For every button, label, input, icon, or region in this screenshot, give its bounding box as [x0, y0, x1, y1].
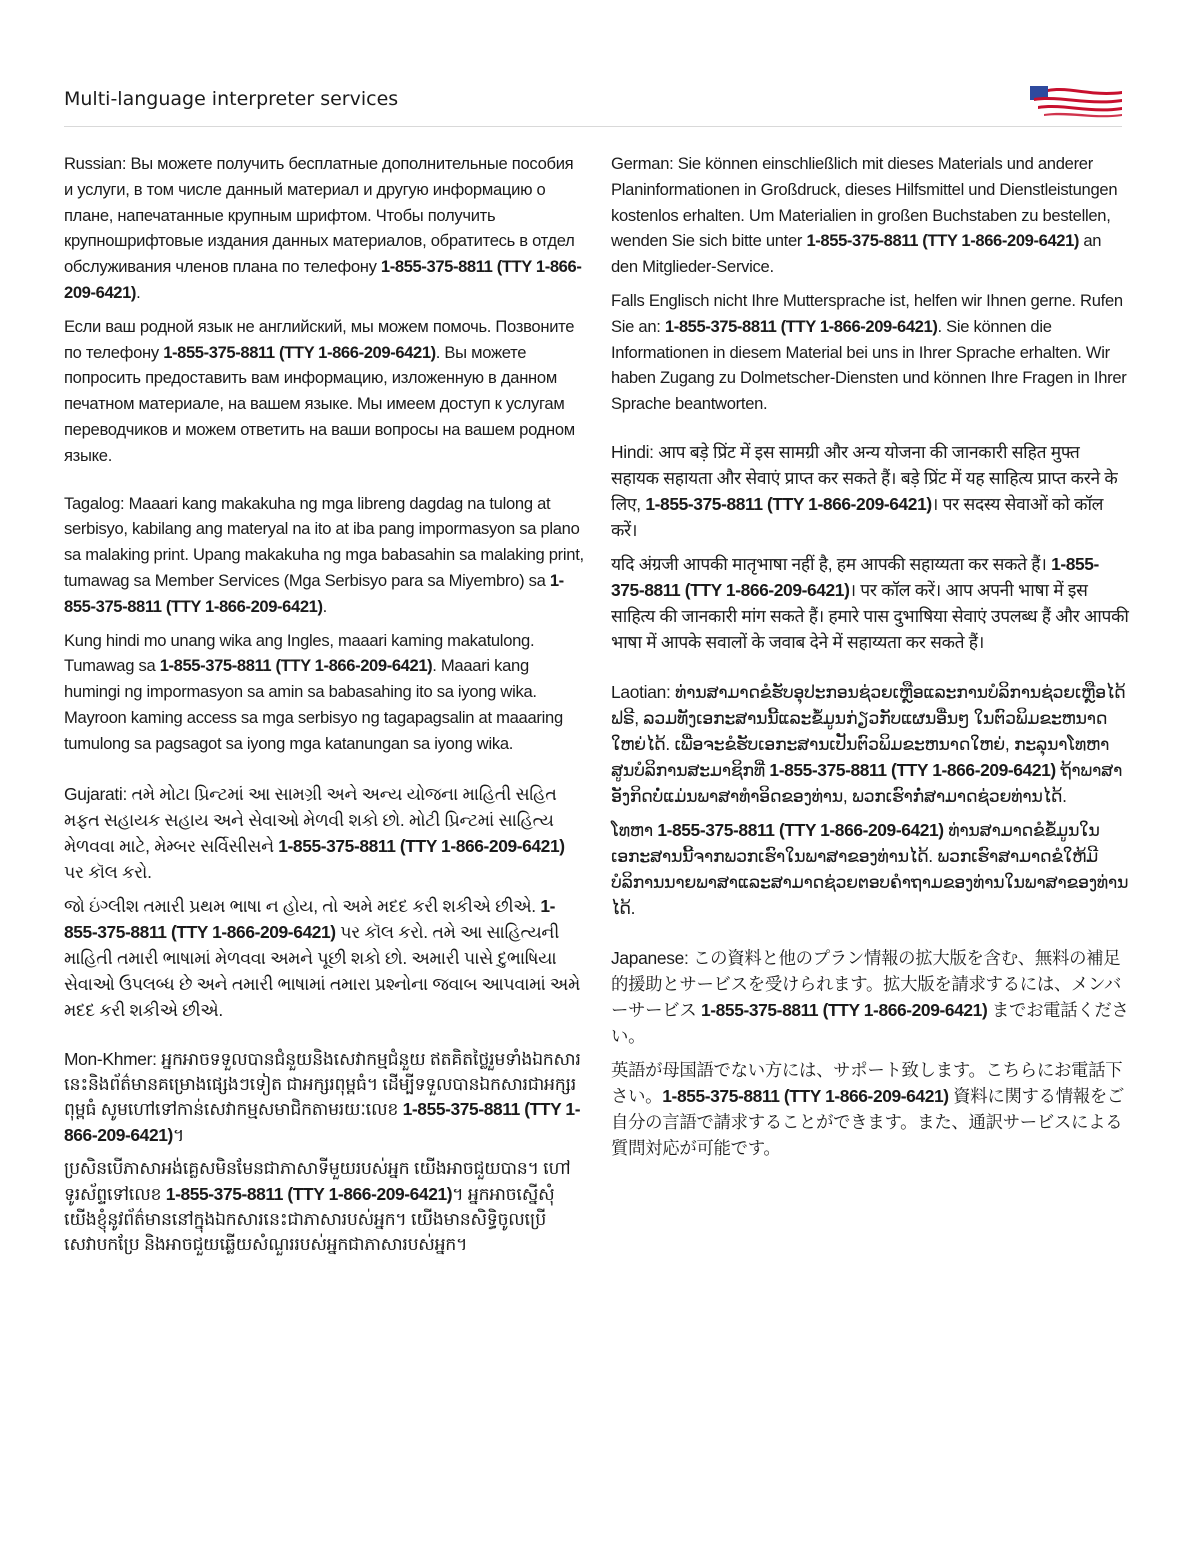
page-title: Multi-language interpreter services — [64, 88, 399, 110]
gujarati-section — [64, 781, 584, 1023]
phone-number: 1-855-375-8811 (TTY 1-866-209-6421) — [64, 1099, 581, 1145]
phone-number: 1-855-375-8811 (TTY 1-866-209-6421) — [806, 231, 1080, 251]
phone-number: 1-855-375-8811 (TTY 1-866-209-6421) — [165, 1183, 453, 1204]
right-column — [611, 151, 1131, 1185]
phone-number: 1-855-375-8811 (TTY 1-866-209-6421) — [64, 895, 556, 942]
japanese-section — [611, 945, 1131, 1161]
gujarati-paragraph-1: Gujarati: તમે મોટા પ્રિન્ટમાં આ સામગ્રી અને અન્ય યોજના માહિતી સહિત મફત સહાયક સહાય અને સેવાઓ મેળવી શકો છો. મોટી પ્રિન્ટમાં સાહિત્ય મેળવવા માટે, મેમ્બર સર્વિસીસને 1-855-375-8811 (TTY 1-866-209-6421) પર કૉલ કરો. — [64, 783, 565, 882]
phone-number: 1-855-375-8811 (TTY 1-866-209-6421) — [64, 257, 582, 302]
japanese-paragraph-2: 英語が母国語でない方には、サポート致します。こちらにお電話下さい。1-855-375-8811 (TTY 1-866-209-6421) 資料に関する情報をご自分の言語で請求することができます。また、通訳サービスによる質問対応が可能です。 — [611, 1059, 1125, 1158]
russian-paragraph-1: Russian: Вы можете получить бесплатные дополнительные пособия и услуги, в том числе данный материал и другую информацию о плане, напечатанные крупным шрифтом. Чтобы получить крупношрифтовые издания данных материалов, обратитесь в отдел обслуживания членов плана по телефону 1-855-375-8811 (TTY 1-866-209-6421). — [64, 154, 582, 302]
us-flag-stripes-logo-icon — [1030, 86, 1122, 118]
hindi-paragraph-2: यदि अंग्रजी आपकी मातृभाषा नहीं है, हम आपकी सहाय्यता कर सकते हैं। 1-855-375-8811 (TTY 1-866-209-6421)। पर कॉल करें। आप अपनी भाषा में इस साहित्य की जानकारी मांग सकते हैं। हमारे पास दुभाषिया सेवाएं उपलब्ध हैं और आपकी भाषा में आपके सवालों के जवाब देने में सहाय्यता कर सकते हैं। — [611, 553, 1129, 652]
mon-khmer-section — [64, 1047, 584, 1258]
phone-number: 1-855-375-8811 (TTY 1-866-209-6421) — [64, 570, 564, 616]
phone-number: 1-855-375-8811 (TTY 1-866-209-6421) — [163, 342, 436, 362]
phone-number: 1-855-375-8811 (TTY 1-866-209-6421) — [611, 553, 1099, 600]
german-section — [611, 151, 1131, 417]
russian-section — [64, 151, 584, 469]
hindi-section — [611, 439, 1131, 655]
laotian-section — [611, 679, 1131, 921]
phone-number: 1-855-375-8811 (TTY 1-866-209-6421) — [645, 493, 932, 514]
phone-number: 1-855-375-8811 (TTY 1-866-209-6421) — [657, 819, 944, 840]
german-paragraph-1: German: Sie können einschließlich mit dieses Materials und anderer Planinformationen in Großdruck, dieses Hilfsmittel und Dienstleistungen kostenlos erhalten. Um Materialien in großen Buchstaben zu bestellen, wenden Sie sich bitte unter 1-855-375-8811 (TTY 1-866-209-6421) an den Mitglieder-Service. — [611, 154, 1118, 277]
hindi-paragraph-1: Hindi: आप बड़े प्रिंट में इस सामग्री और अन्य योजना की जानकारी सहित मुफ्त सहायक सहायता और सेवाएं प्राप्त कर सकते हैं। बड़े प्रिंट में यह साहित्य प्राप्त करने के लिए, 1-855-375-8811 (TTY 1-866-209-6421)। पर सदस्य सेवाओं को कॉल करें। — [611, 441, 1118, 540]
left-column — [64, 151, 584, 1282]
russian-paragraph-2: Если ваш родной язык не английский, мы можем помочь. Позвоните по телефону 1-855-375-8811 (TTY 1-866-209-6421). Вы можете попросить предоставить вам информацию, изложенную в данном печатном материале, на вашем языке. Мы имеем доступ к услугам переводчиков и можем ответить на ваши вопросы на вашем родном языке. — [64, 316, 575, 465]
mon-khmer-paragraph-1: Mon-Khmer: អ្នកអាចទទួលបានជំនួយនិងសេវាកម្មជំនួយ ឥតគិតថ្លៃរួមទាំងឯកសារនេះនិងព័ត៌មានគម្រោងផ្សេងៗទៀត ជាអក្សរពុម្ពធំ។ ដើម្បីទទួលបានឯកសារជាអក្សរពុម្ពធំ សូមហៅទៅកាន់សេវាកម្មសមាជិកតាមរយៈលេខ 1-855-375-8811 (TTY 1-866-209-6421)។ — [64, 1048, 581, 1145]
japanese-paragraph-1: Japanese: この資料と他のプラン情報の拡大版を含む、無料の補足的援助とサービスを受けられます。拡大版を請求するには、メンバーサービス 1-855-375-8811 (TTY 1-866-209-6421) までお電話ください。 — [611, 947, 1129, 1046]
tagalog-section — [64, 491, 584, 757]
phone-number: 1-855-375-8811 (TTY 1-866-209-6421) — [662, 1085, 949, 1106]
phone-number: 1-855-375-8811 (TTY 1-866-209-6421) — [701, 999, 988, 1020]
phone-number: 1-855-375-8811 (TTY 1-866-209-6421) — [664, 316, 938, 336]
gujarati-paragraph-2: જો ઇંગ્લીશ તમારી પ્રથમ ભાષા ન હોય, તો અમે મદદ કરી શકીએ છીએ. 1-855-375-8811 (TTY 1-866-209-6421) પર કૉલ કરો. તમે આ સાહિત્યની માહિતી તમારી ભાષામાં મેળવવા અમને પૂછી શકો છો. અમારી પાસે દુભાષિયા સેવાઓ ઉપલબ્ધ છે અને તમારી ભાષામાં તમારા પ્રશ્નોના જવાબ આપવામાં અમે મદદ કરી શકીએ છીએ. — [64, 895, 580, 1020]
page-header — [64, 86, 1122, 127]
laotian-paragraph-1: Laotian: ທ່ານສາມາດຂໍຮັບອຸປະກອນຊ່ວຍເຫຼືອແລະການບໍລິການຊ່ວຍເຫຼືອໄດ້ຟຣີ, ລວມທັງເອກະສານນີ້ແລະຂໍ້ມູນກ່ຽວກັບແຜນອື່ນໆ ໃນຕົວພິມຂະຫນາດໃຫຍ່ໄດ້. ເພື່ອຈະຂໍຮັບເອກະສານເປັນຕົວພິມຂະຫນາດໃຫຍ່, ກະລຸນາໂທຫາສູນບໍລິການສະມາຊິກທີ່ 1-855-375-8811 (TTY 1-866-209-6421) ຖ້າພາສາອັງກິດບໍ່ແມ່ນພາສາທໍາອິດຂອງທ່ານ, ພວກເຮົາກໍ່ສາມາດຊ່ວຍທ່ານໄດ້. — [611, 681, 1126, 806]
phone-number: 1-855-375-8811 (TTY 1-866-209-6421) — [159, 656, 433, 676]
laotian-paragraph-2: ໂທຫາ 1-855-375-8811 (TTY 1-866-209-6421) ທ່ານສາມາດຂໍຂໍ້ມູນໃນເອກະສານນີ້ຈາກພວກເຮົາໃນພາສາຂອງທ່ານໄດ້. ພວກເຮົາສາມາດຂໍໃຫ້ມີບໍລິການນາຍພາສາແລະສາມາດຊ່ວຍຕອບຄໍາຖາມຂອງທ່ານໃນພາສາຂອງທ່ານໄດ້. — [611, 819, 1129, 918]
phone-number: 1-855-375-8811 (TTY 1-866-209-6421) — [769, 759, 1056, 780]
tagalog-paragraph-1: Tagalog: Maaari kang makakuha ng mga libreng dagdag na tulong at serbisyo, kabilang ang materyal na ito at iba pang impormasyon sa plano sa malaking print. Upang makakuha ng mga babasahin sa malaking print, tumawag sa Member Services (Mga Serbisyo para sa Miyembro) sa 1-855-375-8811 (TTY 1-866-209-6421). — [64, 493, 584, 616]
mon-khmer-paragraph-2: ប្រសិនបើភាសាអង់គ្លេសមិនមែនជាភាសាទីមួយរបស់អ្នក យើងអាចជួយបាន។ ហៅទូរស័ព្ទទៅលេខ 1-855-375-8811 (TTY 1-866-209-6421)។ អ្នកអាចស្នើសុំយើងខ្ញុំនូវព័ត៌មាននៅក្នុងឯកសារនេះជាភាសារបស់អ្នក។ យើងមានសិទ្ធិចូលប្រើសេវាបកប្រែ និងអាចជួយឆ្លើយសំណួររបស់អ្នកជាភាសារបស់អ្នក។ — [64, 1158, 571, 1255]
tagalog-paragraph-2: Kung hindi mo unang wika ang Ingles, maaari kaming makatulong. Tumawag sa 1-855-375-8811 (TTY 1-866-209-6421). Maaari kang humingi ng impormasyon sa amin sa babasahing ito sa iyong wika. Mayroon kaming access sa mga serbisyo ng tagapagsalin at maaaring tumulong sa pagsagot sa iyong mga katanungan sa iyong wika. — [64, 630, 563, 753]
phone-number: 1-855-375-8811 (TTY 1-866-209-6421) — [278, 835, 565, 856]
german-paragraph-2: Falls Englisch nicht Ihre Muttersprache ist, helfen wir Ihnen gerne. Rufen Sie an: 1-855-375-8811 (TTY 1-866-209-6421). Sie können die Informationen in diesem Material bei uns in Ihrer Sprache erhalten. Wir haben Zugang zu Dolmetscher-Diensten und können Ihre Fragen in Ihrer Sprache beantworten. — [611, 290, 1127, 414]
